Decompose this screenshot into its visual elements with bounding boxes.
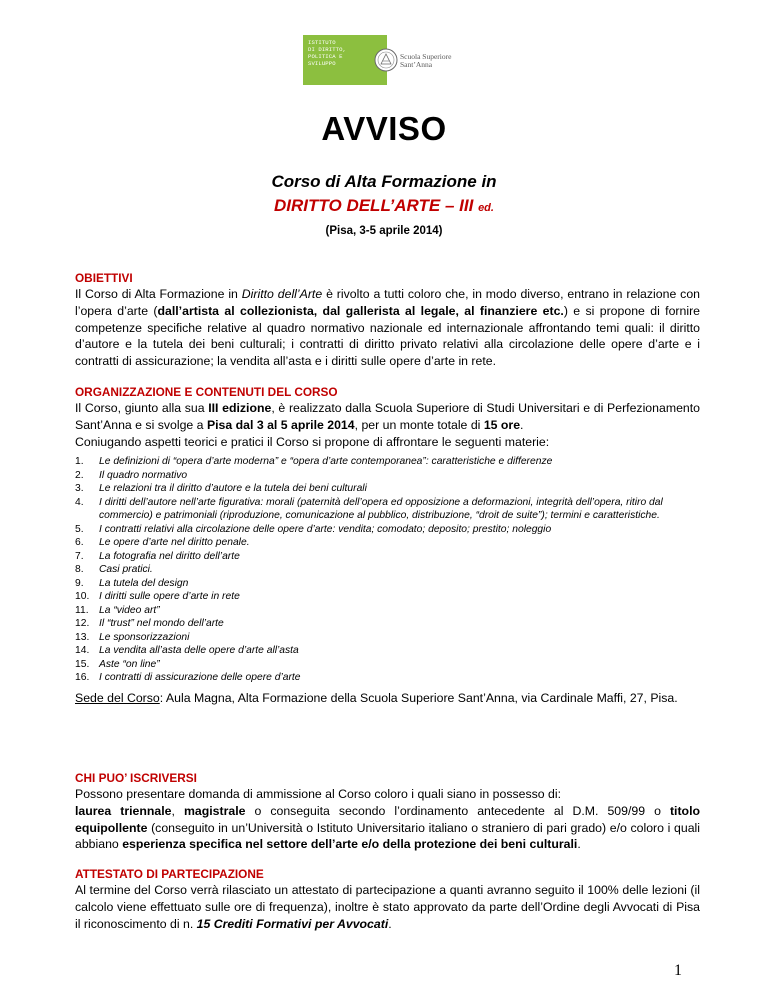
topic-text: Casi pratici. <box>99 564 153 576</box>
topic-item <box>75 455 700 469</box>
topic-number: 9. <box>75 577 84 589</box>
topics-list <box>75 455 700 685</box>
section-heading: ORGANIZZAZIONE E CONTENUTI DEL CORSO <box>75 385 338 399</box>
organizzazione-paragraph: Il Corso, giunto alla sua III edizione, è realizzato dalla Scuola Superiore di Studi Universitari e di Perfezionamento Sant’Anna e si svolge a Pisa dal 3 al 5 aprile 2014, per un monte totale di 15 ore. <box>75 401 700 432</box>
topic-number: 11. <box>75 604 89 616</box>
sede-paragraph: Sede del Corso: Aula Magna, Alta Formazione della Scuola Superiore Sant’Anna, via Cardinale Maffi, 27, Pisa. <box>75 690 678 705</box>
topic-text: Il quadro normativo <box>99 469 188 481</box>
iscrizione-requirements: laurea triennale, magistrale o conseguita secondo l’ordinamento antecedente al D.M. 509/99 o titolo equipollente (conseguito in un’Università o Istituto Universitario italiano o straniero di pari grado) e/o coloro i quali abbiano esperienza specifica nel settore dell’arte e/o della protezione dei beni culturali. <box>75 803 700 852</box>
topic-text: Le definizioni di “opera d’arte moderna” e “opera d’arte contemporanea”: caratteristiche e differenze <box>99 456 553 468</box>
topic-text: Le relazioni tra il diritto d’autore e la tutela dei beni culturali <box>99 483 367 495</box>
topic-number: 4. <box>75 496 84 508</box>
topic-item <box>75 590 700 604</box>
topic-number: 13. <box>75 631 90 643</box>
topic-item <box>75 617 700 631</box>
page-number: 1 <box>674 962 682 979</box>
iscrizione-intro: Possono presentare domanda di ammissione al Corso coloro i quali siano in possesso di: <box>75 787 561 801</box>
section-organizzazione <box>75 384 700 707</box>
institute-logo <box>303 35 469 85</box>
topic-item <box>75 658 700 672</box>
topic-item <box>75 482 700 496</box>
topic-text: Il “trust” nel mondo dell’arte <box>99 618 224 630</box>
topic-text: I diritti dell’autore nell’arte figurativa: morali (paternità dell’opera ed opposizione a deformazioni, integrità dell’opera, ritiro dal commercio) e patrimoniali (riproduzione, comunicazione al pubblico, distribuzione, “droit de suite”); termini e caratteristiche. <box>99 496 663 522</box>
topic-text: Le sponsorizzazioni <box>99 631 190 643</box>
topic-text: I diritti sulle opere d’arte in rete <box>99 591 240 603</box>
topic-text: La vendita all’asta delle opere d’arte all’asta <box>99 645 299 657</box>
topic-item <box>75 550 700 564</box>
topic-item <box>75 496 700 523</box>
topic-item <box>75 563 700 577</box>
topic-number: 10. <box>75 591 90 603</box>
organizzazione-intro: Coniugando aspetti teorici e pratici il Corso si propone di affrontare le seguenti materie: <box>75 434 550 449</box>
section-heading: OBIETTIVI <box>75 271 133 285</box>
topic-number: 15. <box>75 658 90 670</box>
course-dates: (Pisa, 3-5 aprile 2014) <box>325 225 443 237</box>
page-title: AVVISO <box>321 110 447 147</box>
topic-number: 7. <box>75 550 84 562</box>
topic-text: Aste “on line” <box>99 658 160 670</box>
topic-item <box>75 644 700 658</box>
topic-text: La “video art” <box>99 604 160 616</box>
topic-number: 6. <box>75 537 84 549</box>
topic-number: 5. <box>75 523 84 535</box>
topic-item <box>75 523 700 537</box>
obiettivi-paragraph: Il Corso di Alta Formazione in Diritto dell’Arte è rivolto a tutti coloro che, in modo diverso, entrano in relazione con l’opera d’arte (dall’artista al collezionista, dal gallerista al legale, al finanziere etc.) e si propone di fornire competenze specifiche relative al quadro normativo nazionale ed internazionale affrontando temi quali: il diritto d’autore e la tutela dei beni culturali; i contratti di diritto privato relativi alla circolazione delle opere d’arte e i contratti di assicurazione; la vendita all’asta e i diritti sulle opere d’arte in rete. <box>75 287 701 369</box>
topic-item <box>75 671 700 685</box>
topic-number: 8. <box>75 564 84 576</box>
topic-number: 12. <box>75 618 90 630</box>
course-name: DIRITTO DELL’ARTE – III ed. <box>274 196 494 215</box>
section-obiettivi <box>75 270 700 370</box>
topic-item <box>75 631 700 645</box>
topic-number: 14. <box>75 645 90 657</box>
logo-institute-text: ISTITUTO DI DIRITTO, POLITICA E SVILUPPO <box>308 39 347 67</box>
section-heading: CHI PUO’ ISCRIVERSI <box>75 771 197 785</box>
topic-number: 2. <box>75 469 84 481</box>
topic-number: 1. <box>75 456 84 468</box>
topic-item <box>75 536 700 550</box>
topic-text: I contratti relativi alla circolazione delle opere d’arte: vendita; comodato; deposito; prestito; noleggio <box>99 523 552 535</box>
section-attestato <box>75 866 700 932</box>
section-iscrizione <box>75 770 700 853</box>
sede-label: Sede del Corso <box>75 690 160 705</box>
seal-icon <box>374 48 398 72</box>
topic-text: Le opere d’arte nel diritto penale. <box>99 537 250 549</box>
topic-number: 16. <box>75 672 90 684</box>
topic-text: La tutela del design <box>99 577 189 589</box>
topic-text: I contratti di assicurazione delle opere d’arte <box>99 672 301 684</box>
topic-number: 3. <box>75 483 84 495</box>
course-subtitle: Corso di Alta Formazione in <box>271 172 497 191</box>
topic-item <box>75 604 700 618</box>
topic-text: La fotografia nel diritto dell’arte <box>99 550 240 562</box>
topic-item <box>75 577 700 591</box>
section-heading: ATTESTATO DI PARTECIPAZIONE <box>75 867 264 881</box>
attestato-paragraph: Al termine del Corso verrà rilasciato un attestato di partecipazione a quanti avranno seguito il 100% delle lezioni (il calcolo viene effettuato sulle ore di frequenza), inoltre è stato approvato da parte dell’Ordine degli Avvocati di Pisa il riconoscimento di n. 15 Crediti Formativi per Avvocati. <box>75 883 700 931</box>
edition-label: ed. <box>478 202 494 214</box>
logo-school-name: Scuola Superiore Sant’Anna <box>400 52 452 69</box>
topic-item <box>75 469 700 483</box>
